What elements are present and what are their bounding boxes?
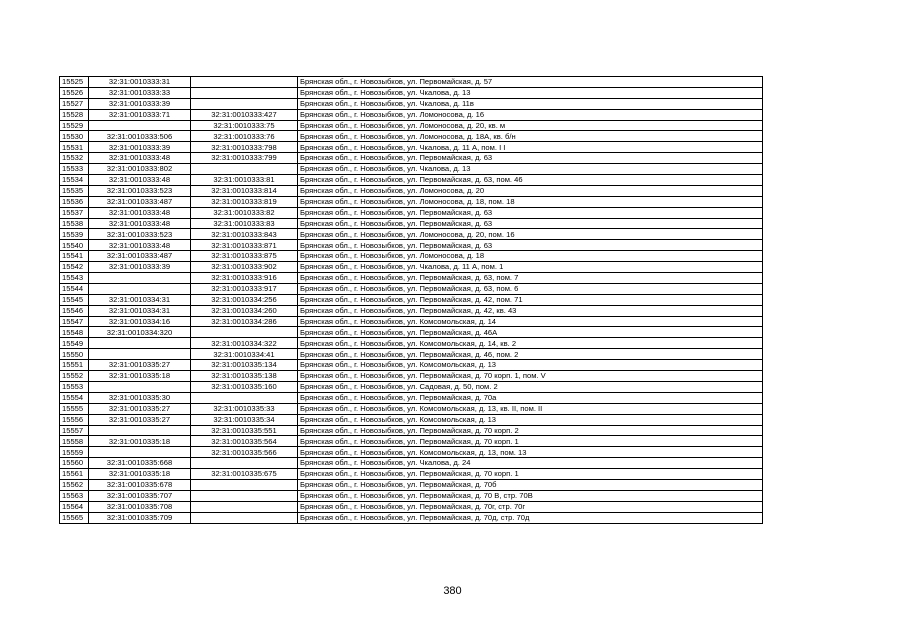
table-row	[60, 262, 763, 273]
address-cell: Брянская обл., г. Новозыбков, ул. Первомайская, д. 70 В, стр. 70В	[298, 490, 763, 501]
address-cell: Брянская обл., г. Новозыбков, ул. Первомайская, д. 63	[298, 240, 763, 251]
address-cell: Брянская обл., г. Новозыбков, ул. Первомайская, д. 42, пом. 71	[298, 294, 763, 305]
address-cell: Брянская обл., г. Новозыбков, ул. Ломоносова, д. 16	[298, 109, 763, 120]
row-number-cell: 15533	[60, 164, 89, 175]
row-number-cell: 15532	[60, 153, 89, 164]
row-number-cell: 15543	[60, 273, 89, 284]
table-row	[60, 512, 763, 523]
table-row	[60, 316, 763, 327]
address-cell: Брянская обл., г. Новозыбков, ул. Первомайская, д. 63	[298, 153, 763, 164]
address-cell: Брянская обл., г. Новозыбков, ул. Первомайская, д. 70б	[298, 479, 763, 490]
room-cadastral-number-cell	[191, 77, 298, 88]
address-cell: Брянская обл., г. Новозыбков, ул. Первомайская, д. 70 корп. 1, пом. V	[298, 371, 763, 382]
cadastral-number-cell: 32:31:0010333:39	[89, 262, 191, 273]
table-row	[60, 131, 763, 142]
address-cell: Брянская обл., г. Новозыбков, ул. Ломоносова, д. 18	[298, 251, 763, 262]
row-number-cell: 15550	[60, 349, 89, 360]
address-cell: Брянская обл., г. Новозыбков, ул. Первомайская, д. 46, пом. 2	[298, 349, 763, 360]
table-row	[60, 175, 763, 186]
address-cell: Брянская обл., г. Новозыбков, ул. Чкалова, д. 11 А, пом. I I	[298, 142, 763, 153]
row-number-cell: 15539	[60, 229, 89, 240]
room-cadastral-number-cell: 32:31:0010335:564	[191, 436, 298, 447]
room-cadastral-number-cell: 32:31:0010335:566	[191, 447, 298, 458]
row-number-cell: 15530	[60, 131, 89, 142]
row-number-cell: 15559	[60, 447, 89, 458]
row-number-cell: 15562	[60, 479, 89, 490]
address-cell: Брянская обл., г. Новозыбков, ул. Первомайская, д. 70 корп. 1	[298, 469, 763, 480]
cadastral-number-cell	[89, 349, 191, 360]
registry-table-body	[60, 77, 763, 524]
row-number-cell: 15557	[60, 425, 89, 436]
room-cadastral-number-cell: 32:31:0010333:902	[191, 262, 298, 273]
table-row	[60, 490, 763, 501]
table-row	[60, 360, 763, 371]
table-row	[60, 120, 763, 131]
cadastral-number-cell: 32:31:0010333:802	[89, 164, 191, 175]
room-cadastral-number-cell: 32:31:0010333:871	[191, 240, 298, 251]
room-cadastral-number-cell	[191, 479, 298, 490]
table-row	[60, 327, 763, 338]
row-number-cell: 15549	[60, 338, 89, 349]
row-number-cell: 15558	[60, 436, 89, 447]
room-cadastral-number-cell: 32:31:0010335:675	[191, 469, 298, 480]
cadastral-number-cell: 32:31:0010333:48	[89, 207, 191, 218]
room-cadastral-number-cell: 32:31:0010334:256	[191, 294, 298, 305]
row-number-cell: 15546	[60, 305, 89, 316]
registry-table	[59, 76, 763, 524]
cadastral-number-cell: 32:31:0010334:31	[89, 305, 191, 316]
table-row	[60, 251, 763, 262]
room-cadastral-number-cell	[191, 501, 298, 512]
room-cadastral-number-cell: 32:31:0010335:134	[191, 360, 298, 371]
room-cadastral-number-cell: 32:31:0010334:41	[191, 349, 298, 360]
row-number-cell: 15528	[60, 109, 89, 120]
row-number-cell: 15556	[60, 414, 89, 425]
room-cadastral-number-cell: 32:31:0010333:83	[191, 218, 298, 229]
row-number-cell: 15554	[60, 392, 89, 403]
room-cadastral-number-cell: 32:31:0010333:814	[191, 185, 298, 196]
room-cadastral-number-cell: 32:31:0010333:819	[191, 196, 298, 207]
table-row	[60, 414, 763, 425]
address-cell: Брянская обл., г. Новозыбков, ул. Первомайская, д. 63, пом. 46	[298, 175, 763, 186]
cadastral-number-cell: 32:31:0010333:39	[89, 142, 191, 153]
row-number-cell: 15561	[60, 469, 89, 480]
address-cell: Брянская обл., г. Новозыбков, ул. Чкалова, д. 11в	[298, 98, 763, 109]
table-row	[60, 229, 763, 240]
table-row	[60, 392, 763, 403]
row-number-cell: 15529	[60, 120, 89, 131]
cadastral-number-cell: 32:31:0010335:27	[89, 403, 191, 414]
address-cell: Брянская обл., г. Новозыбков, ул. Ломоносова, д. 18, пом. 18	[298, 196, 763, 207]
cadastral-number-cell: 32:31:0010335:27	[89, 360, 191, 371]
address-cell: Брянская обл., г. Новозыбков, ул. Первомайская, д. 70а	[298, 392, 763, 403]
row-number-cell: 15534	[60, 175, 89, 186]
row-number-cell: 15553	[60, 381, 89, 392]
address-cell: Брянская обл., г. Новозыбков, ул. Первомайская, д. 63	[298, 207, 763, 218]
row-number-cell: 15527	[60, 98, 89, 109]
address-cell: Брянская обл., г. Новозыбков, ул. Комсомольская, д. 13, кв. II, пом. II	[298, 403, 763, 414]
row-number-cell: 15526	[60, 87, 89, 98]
table-row	[60, 77, 763, 88]
row-number-cell: 15531	[60, 142, 89, 153]
cadastral-number-cell: 32:31:0010335:18	[89, 436, 191, 447]
row-number-cell: 15541	[60, 251, 89, 262]
row-number-cell: 15540	[60, 240, 89, 251]
cadastral-number-cell: 32:31:0010333:31	[89, 77, 191, 88]
address-cell: Брянская обл., г. Новозыбков, ул. Первомайская, д. 63, пом. 6	[298, 283, 763, 294]
row-number-cell: 15564	[60, 501, 89, 512]
cadastral-number-cell	[89, 283, 191, 294]
address-cell: Брянская обл., г. Новозыбков, ул. Ломоносова, д. 20, кв. м	[298, 120, 763, 131]
room-cadastral-number-cell: 32:31:0010335:551	[191, 425, 298, 436]
cadastral-number-cell: 32:31:0010334:320	[89, 327, 191, 338]
cadastral-number-cell: 32:31:0010333:487	[89, 251, 191, 262]
room-cadastral-number-cell: 32:31:0010335:33	[191, 403, 298, 414]
address-cell: Брянская обл., г. Новозыбков, ул. Первомайская, д. 70д, стр. 70д	[298, 512, 763, 523]
room-cadastral-number-cell	[191, 164, 298, 175]
address-cell: Брянская обл., г. Новозыбков, ул. Ломоносова, д. 20	[298, 185, 763, 196]
cadastral-number-cell: 32:31:0010334:16	[89, 316, 191, 327]
room-cadastral-number-cell: 32:31:0010334:286	[191, 316, 298, 327]
table-row	[60, 305, 763, 316]
table-row	[60, 207, 763, 218]
cadastral-number-cell: 32:31:0010333:48	[89, 218, 191, 229]
address-cell: Брянская обл., г. Новозыбков, ул. Первомайская, д. 46А	[298, 327, 763, 338]
room-cadastral-number-cell	[191, 327, 298, 338]
cadastral-number-cell: 32:31:0010335:18	[89, 469, 191, 480]
table-row	[60, 273, 763, 284]
room-cadastral-number-cell	[191, 98, 298, 109]
cadastral-number-cell: 32:31:0010335:27	[89, 414, 191, 425]
address-cell: Брянская обл., г. Новозыбков, ул. Первомайская, д. 42, кв. 43	[298, 305, 763, 316]
room-cadastral-number-cell	[191, 392, 298, 403]
cadastral-number-cell	[89, 447, 191, 458]
room-cadastral-number-cell: 32:31:0010333:875	[191, 251, 298, 262]
cadastral-number-cell	[89, 120, 191, 131]
cadastral-number-cell: 32:31:0010334:31	[89, 294, 191, 305]
cadastral-number-cell: 32:31:0010335:707	[89, 490, 191, 501]
table-row	[60, 338, 763, 349]
table-row	[60, 283, 763, 294]
row-number-cell: 15552	[60, 371, 89, 382]
row-number-cell: 15563	[60, 490, 89, 501]
address-cell: Брянская обл., г. Новозыбков, ул. Ломоносова, д. 20, пом. 16	[298, 229, 763, 240]
table-row	[60, 164, 763, 175]
room-cadastral-number-cell	[191, 512, 298, 523]
table-row	[60, 381, 763, 392]
address-cell: Брянская обл., г. Новозыбков, ул. Первомайская, д. 63	[298, 218, 763, 229]
table-row	[60, 142, 763, 153]
row-number-cell: 15525	[60, 77, 89, 88]
cadastral-number-cell	[89, 425, 191, 436]
cadastral-number-cell	[89, 381, 191, 392]
table-row	[60, 469, 763, 480]
address-cell: Брянская обл., г. Новозыбков, ул. Первомайская, д. 70г, стр. 70г	[298, 501, 763, 512]
address-cell: Брянская обл., г. Новозыбков, ул. Первомайская, д. 57	[298, 77, 763, 88]
cadastral-number-cell: 32:31:0010335:668	[89, 458, 191, 469]
table-row	[60, 196, 763, 207]
table-row	[60, 218, 763, 229]
row-number-cell: 15548	[60, 327, 89, 338]
row-number-cell: 15560	[60, 458, 89, 469]
address-cell: Брянская обл., г. Новозыбков, ул. Первомайская, д. 70 корп. 2	[298, 425, 763, 436]
room-cadastral-number-cell: 32:31:0010333:75	[191, 120, 298, 131]
row-number-cell: 15555	[60, 403, 89, 414]
address-cell: Брянская обл., г. Новозыбков, ул. Садовая, д. 50, пом. 2	[298, 381, 763, 392]
table-row	[60, 479, 763, 490]
room-cadastral-number-cell: 32:31:0010333:916	[191, 273, 298, 284]
row-number-cell: 15538	[60, 218, 89, 229]
cadastral-number-cell: 32:31:0010333:33	[89, 87, 191, 98]
table-row	[60, 436, 763, 447]
address-cell: Брянская обл., г. Новозыбков, ул. Чкалова, д. 24	[298, 458, 763, 469]
table-row	[60, 371, 763, 382]
table-row	[60, 240, 763, 251]
table-row	[60, 109, 763, 120]
table-row	[60, 87, 763, 98]
address-cell: Брянская обл., г. Новозыбков, ул. Чкалова, д. 11 А, пом. 1	[298, 262, 763, 273]
cadastral-number-cell: 32:31:0010335:30	[89, 392, 191, 403]
address-cell: Брянская обл., г. Новозыбков, ул. Первомайская, д. 70 корп. 1	[298, 436, 763, 447]
table-row	[60, 501, 763, 512]
room-cadastral-number-cell: 32:31:0010335:160	[191, 381, 298, 392]
address-cell: Брянская обл., г. Новозыбков, ул. Чкалова, д. 13	[298, 164, 763, 175]
cadastral-number-cell: 32:31:0010335:18	[89, 371, 191, 382]
room-cadastral-number-cell: 32:31:0010335:34	[191, 414, 298, 425]
room-cadastral-number-cell: 32:31:0010335:138	[191, 371, 298, 382]
row-number-cell: 15551	[60, 360, 89, 371]
address-cell: Брянская обл., г. Новозыбков, ул. Комсомольская, д. 13	[298, 414, 763, 425]
row-number-cell: 15535	[60, 185, 89, 196]
cadastral-number-cell: 32:31:0010333:48	[89, 240, 191, 251]
room-cadastral-number-cell	[191, 490, 298, 501]
cadastral-number-cell: 32:31:0010335:708	[89, 501, 191, 512]
room-cadastral-number-cell: 32:31:0010333:81	[191, 175, 298, 186]
cadastral-number-cell	[89, 273, 191, 284]
row-number-cell: 15565	[60, 512, 89, 523]
address-cell: Брянская обл., г. Новозыбков, ул. Комсомольская, д. 14, кв. 2	[298, 338, 763, 349]
row-number-cell: 15537	[60, 207, 89, 218]
row-number-cell: 15536	[60, 196, 89, 207]
cadastral-number-cell: 32:31:0010335:678	[89, 479, 191, 490]
address-cell: Брянская обл., г. Новозыбков, ул. Чкалова, д. 13	[298, 87, 763, 98]
cadastral-number-cell: 32:31:0010333:48	[89, 153, 191, 164]
table-row	[60, 349, 763, 360]
table-row	[60, 447, 763, 458]
cadastral-number-cell: 32:31:0010333:506	[89, 131, 191, 142]
room-cadastral-number-cell: 32:31:0010333:917	[191, 283, 298, 294]
cadastral-number-cell: 32:31:0010333:39	[89, 98, 191, 109]
address-cell: Брянская обл., г. Новозыбков, ул. Комсомольская, д. 13	[298, 360, 763, 371]
address-cell: Брянская обл., г. Новозыбков, ул. Комсомольская, д. 14	[298, 316, 763, 327]
cadastral-number-cell: 32:31:0010333:48	[89, 175, 191, 186]
table-row	[60, 185, 763, 196]
cadastral-number-cell: 32:31:0010335:709	[89, 512, 191, 523]
row-number-cell: 15544	[60, 283, 89, 294]
row-number-cell: 15542	[60, 262, 89, 273]
table-row	[60, 98, 763, 109]
address-cell: Брянская обл., г. Новозыбков, ул. Ломоносова, д. 18А, кв. б/н	[298, 131, 763, 142]
room-cadastral-number-cell: 32:31:0010334:260	[191, 305, 298, 316]
room-cadastral-number-cell: 32:31:0010333:798	[191, 142, 298, 153]
table-row	[60, 153, 763, 164]
row-number-cell: 15547	[60, 316, 89, 327]
room-cadastral-number-cell: 32:31:0010333:843	[191, 229, 298, 240]
table-row	[60, 425, 763, 436]
cadastral-number-cell: 32:31:0010333:71	[89, 109, 191, 120]
page-number: 380	[443, 585, 462, 597]
room-cadastral-number-cell	[191, 458, 298, 469]
room-cadastral-number-cell: 32:31:0010334:322	[191, 338, 298, 349]
room-cadastral-number-cell: 32:31:0010333:427	[191, 109, 298, 120]
table-row	[60, 403, 763, 414]
address-cell: Брянская обл., г. Новозыбков, ул. Комсомольская, д. 13, пом. 13	[298, 447, 763, 458]
table-row	[60, 294, 763, 305]
room-cadastral-number-cell: 32:31:0010333:82	[191, 207, 298, 218]
room-cadastral-number-cell	[191, 87, 298, 98]
table-row	[60, 458, 763, 469]
address-cell: Брянская обл., г. Новозыбков, ул. Первомайская, д. 63, пом. 7	[298, 273, 763, 284]
room-cadastral-number-cell: 32:31:0010333:76	[191, 131, 298, 142]
room-cadastral-number-cell: 32:31:0010333:799	[191, 153, 298, 164]
cadastral-number-cell: 32:31:0010333:523	[89, 185, 191, 196]
cadastral-number-cell: 32:31:0010333:523	[89, 229, 191, 240]
cadastral-number-cell	[89, 338, 191, 349]
row-number-cell: 15545	[60, 294, 89, 305]
cadastral-number-cell: 32:31:0010333:487	[89, 196, 191, 207]
